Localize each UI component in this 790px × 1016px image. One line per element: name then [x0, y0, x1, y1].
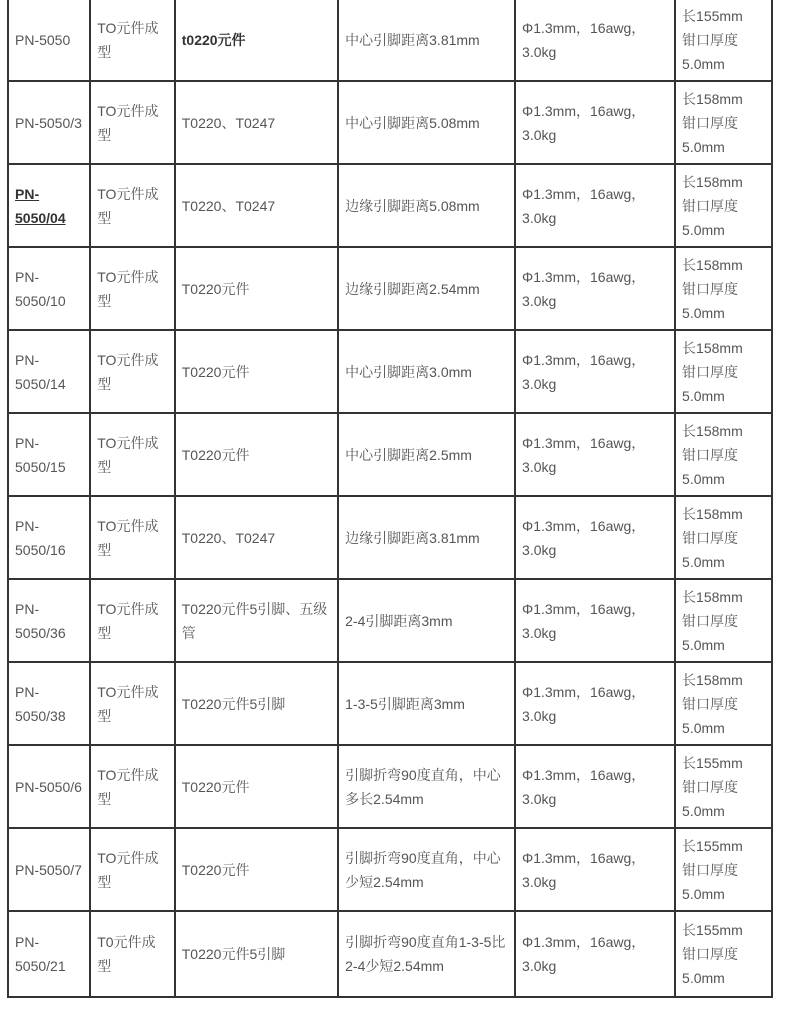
size-cell [675, 247, 772, 330]
model-cell: PN-5050/3 [8, 81, 90, 164]
jaw-thickness-label: 钳口厚度 [682, 114, 739, 131]
pin-spacing-cell: 引脚折弯90度直角1-3-5比2-4少短2.54mm [338, 911, 515, 997]
table-row [8, 164, 772, 247]
component-cell: T0220元件5引脚 [175, 911, 338, 997]
size-cell [675, 662, 772, 745]
jaw-thickness-value: 5.0mm [682, 970, 725, 986]
jaw-thickness-value: 5.0mm [682, 636, 725, 653]
component-cell: T0220元件5引脚 [175, 662, 338, 745]
pin-spacing-cell: 边缘引脚距离2.54mm [338, 247, 515, 330]
jaw-thickness-label: 钳口厚度 [682, 946, 739, 962]
component-cell: T0220元件 [175, 247, 338, 330]
type-cell: TO元件成型 [90, 413, 175, 496]
wire-spec-cell: Φ1.3mm，16awg，3.0kg [515, 247, 675, 330]
type-cell: TO元件成型 [90, 81, 175, 164]
model-cell: PN-5050/15 [8, 413, 90, 496]
jaw-thickness-label: 钳口厚度 [682, 280, 739, 297]
model-cell: PN-5050/38 [8, 662, 90, 745]
table-row [8, 0, 772, 81]
pin-spacing-cell: 边缘引脚距离5.08mm [338, 164, 515, 247]
wire-spec-cell: Φ1.3mm，16awg，3.0kg [515, 164, 675, 247]
pin-spacing-cell: 1-3-5引脚距离3mm [338, 662, 515, 745]
size-cell [675, 81, 772, 164]
table-row [8, 247, 772, 330]
model-cell: PN-5050 [8, 0, 90, 81]
type-cell: TO元件成型 [90, 0, 175, 81]
length-text: 长155mm [682, 837, 743, 854]
wire-spec-cell: Φ1.3mm，16awg，3.0kg [515, 81, 675, 164]
size-cell [675, 496, 772, 579]
size-cell [675, 828, 772, 911]
wire-spec-cell: Φ1.3mm，16awg，3.0kg [515, 413, 675, 496]
model-cell: PN-5050/7 [8, 828, 90, 911]
type-cell: TO元件成型 [90, 662, 175, 745]
wire-spec-cell: Φ1.3mm，16awg，3.0kg [515, 745, 675, 828]
jaw-thickness-value: 5.0mm [682, 304, 725, 321]
pin-spacing-cell: 中心引脚距离3.0mm [338, 330, 515, 413]
pin-spacing-cell: 中心引脚距离2.5mm [338, 413, 515, 496]
table-row [8, 496, 772, 579]
size-cell [675, 745, 772, 828]
component-cell: T0220元件 [175, 330, 338, 413]
component-cell: T0220、T0247 [175, 81, 338, 164]
component-cell: T0220元件 [175, 828, 338, 911]
model-link-cell[interactable]: PN-5050/04 [8, 164, 90, 247]
component-cell: T0220元件 [175, 413, 338, 496]
jaw-thickness-value: 5.0mm [682, 470, 725, 487]
pin-spacing-cell: 边缘引脚距离3.81mm [338, 496, 515, 579]
length-text: 长158mm [682, 671, 743, 688]
model-cell: PN-5050/10 [8, 247, 90, 330]
jaw-thickness-label: 钳口厚度 [682, 197, 739, 214]
length-text: 长158mm [682, 256, 743, 273]
model-cell: PN-5050/6 [8, 745, 90, 828]
table-row [8, 330, 772, 413]
table-row [8, 81, 772, 164]
size-cell [675, 330, 772, 413]
component-cell: T0220、T0247 [175, 496, 338, 579]
model-cell: PN-5050/14 [8, 330, 90, 413]
wire-spec-cell: Φ1.3mm，16awg，3.0kg [515, 0, 675, 81]
jaw-thickness-value: 5.0mm [682, 802, 725, 819]
jaw-thickness-value: 5.0mm [682, 553, 725, 570]
component-cell: T0220元件5引脚、五级管 [175, 579, 338, 662]
type-cell: TO元件成型 [90, 330, 175, 413]
jaw-thickness-label: 钳口厚度 [682, 778, 739, 795]
table-row [8, 828, 772, 911]
type-cell: TO元件成型 [90, 745, 175, 828]
jaw-thickness-value: 5.0mm [682, 885, 725, 902]
jaw-thickness-label: 钳口厚度 [682, 861, 739, 878]
type-cell: TO元件成型 [90, 828, 175, 911]
jaw-thickness-value: 5.0mm [682, 387, 725, 404]
length-text: 长155mm [682, 754, 743, 771]
type-cell: TO元件成型 [90, 496, 175, 579]
table-row [8, 745, 772, 828]
length-text: 长155mm [682, 922, 743, 938]
wire-spec-cell: Φ1.3mm，16awg，3.0kg [515, 496, 675, 579]
jaw-thickness-label: 钳口厚度 [682, 612, 739, 629]
table-row [8, 662, 772, 745]
length-text: 长158mm [682, 588, 743, 605]
length-text: 长155mm [682, 7, 743, 24]
length-text: 长158mm [682, 173, 743, 190]
component-cell: T0220元件 [175, 745, 338, 828]
wire-spec-cell: Φ1.3mm，16awg，3.0kg [515, 330, 675, 413]
jaw-thickness-label: 钳口厚度 [682, 31, 739, 48]
model-cell: PN-5050/21 [8, 911, 90, 997]
length-text: 长158mm [682, 505, 743, 522]
jaw-thickness-label: 钳口厚度 [682, 446, 739, 463]
jaw-thickness-label: 钳口厚度 [682, 363, 739, 380]
table-row [8, 911, 772, 997]
jaw-thickness-value: 5.0mm [682, 138, 725, 155]
wire-spec-cell: Φ1.3mm，16awg，3.0kg [515, 579, 675, 662]
type-cell: T0元件成型 [90, 911, 175, 997]
pin-spacing-cell: 中心引脚距离3.81mm [338, 0, 515, 81]
component-cell: t0220元件 [175, 0, 338, 81]
component-cell: T0220、T0247 [175, 164, 338, 247]
jaw-thickness-value: 5.0mm [682, 55, 725, 72]
size-cell [675, 164, 772, 247]
wire-spec-cell: Φ1.3mm，16awg，3.0kg [515, 662, 675, 745]
size-cell [675, 911, 772, 997]
model-cell: PN-5050/36 [8, 579, 90, 662]
jaw-thickness-value: 5.0mm [682, 221, 725, 238]
spec-table [7, 0, 773, 998]
length-text: 长158mm [682, 422, 743, 439]
table-row [8, 413, 772, 496]
size-cell [675, 413, 772, 496]
jaw-thickness-value: 5.0mm [682, 719, 725, 736]
type-cell: TO元件成型 [90, 579, 175, 662]
table-row [8, 579, 772, 662]
type-cell: TO元件成型 [90, 164, 175, 247]
size-cell [675, 579, 772, 662]
pin-spacing-cell: 2-4引脚距离3mm [338, 579, 515, 662]
model-cell: PN-5050/16 [8, 496, 90, 579]
jaw-thickness-label: 钳口厚度 [682, 695, 739, 712]
type-cell: TO元件成型 [90, 247, 175, 330]
length-text: 长158mm [682, 339, 743, 356]
wire-spec-cell: Φ1.3mm，16awg，3.0kg [515, 828, 675, 911]
jaw-thickness-label: 钳口厚度 [682, 529, 739, 546]
pin-spacing-cell: 中心引脚距离5.08mm [338, 81, 515, 164]
pin-spacing-cell: 引脚折弯90度直角，中心少短2.54mm [338, 828, 515, 911]
wire-spec-cell: Φ1.3mm，16awg，3.0kg [515, 911, 675, 997]
length-text: 长158mm [682, 90, 743, 107]
size-cell [675, 0, 772, 81]
pin-spacing-cell: 引脚折弯90度直角，中心多长2.54mm [338, 745, 515, 828]
